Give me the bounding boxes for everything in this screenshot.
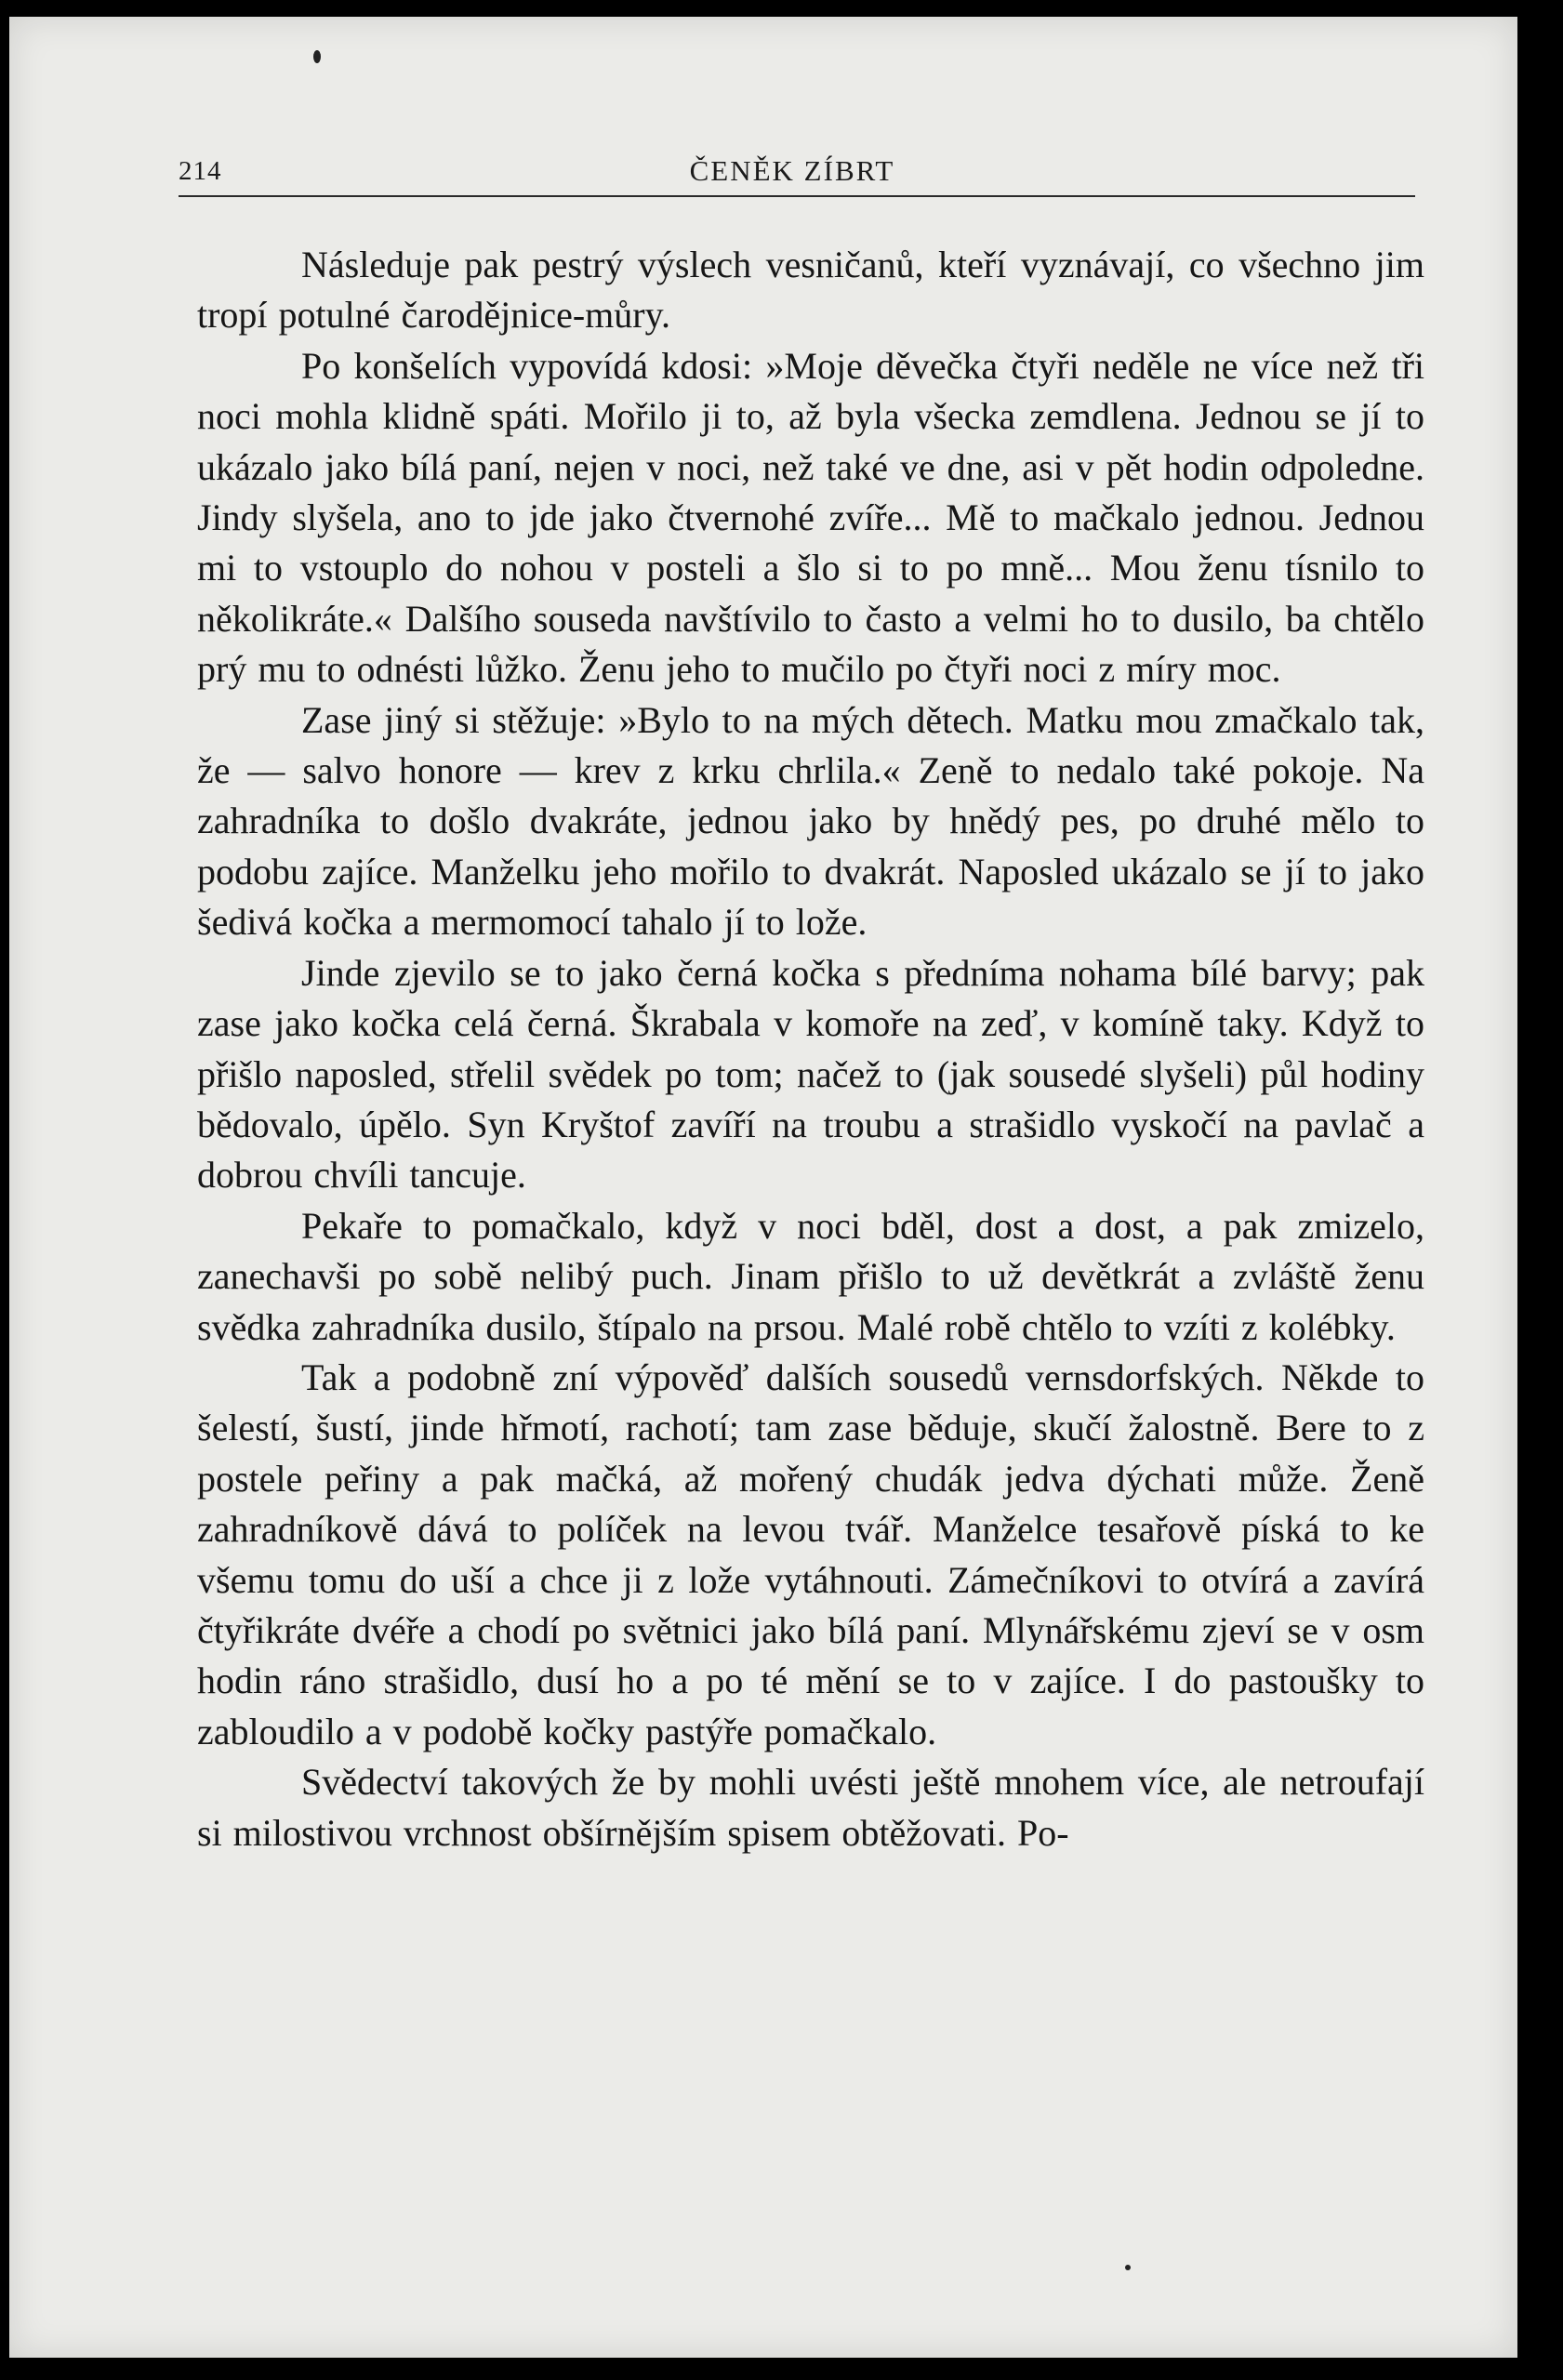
ink-speck [1125, 2265, 1131, 2270]
paragraph: Následuje pak pestrý výslech vesničanů, kteří vyznávají, co všechno jim tropí potulné čarodějnice-můry. [197, 244, 1424, 337]
page-number: 214 [179, 156, 222, 186]
paragraph: Tak a podobně zní výpověď dalších sousedů vernsdorfských. Někde to šelestí, šustí, jinde hřmotí, rachotí; tam zase běduje, skučí žalostně. Bere to z postele peřiny a pak mačká, až mořený chudák jedva dýchati může. Ženě zahradníkově dává to políček na levou tvář. Manželce tesařově píská to ke všemu tomu do uší a chce ji z lože vytáhnouti. Zámečníkovi to otvírá a zavírá čtyřikráte dvéře a chodí po světnici jako bílá paní. Mlynářskému zjeví se v osm hodin ráno strašidlo, dusí ho a po té mění se to v zajíce. I do pastoušky to zabloudilo a v podobě kočky pastýře pomačkalo. [197, 1355, 1424, 1752]
body-text [197, 240, 1424, 1858]
running-head: ČENĚK ZÍBRT [689, 154, 895, 187]
paragraph: Jinde zjevilo se to jako černá kočka s předníma nohama bílé barvy; pak zase jako kočka celá černá. Škrabala v komoře na zeď, v komíně taky. Když to přišlo naposled, střelil svědek po tom; načež to (jak sousedé slyšeli) půl hodiny bědovalo, úpělo. Syn Kryštof zavíří na troubu a strašidlo vyskočí na pavlač a dobrou chvíli tancuje. [197, 951, 1424, 1197]
ink-speck [313, 50, 321, 63]
paragraph: Svědectví takových že by mohli uvésti ještě mnohem více, ale netroufají si milostivou vrchnost obšírnějším spisem obtěžovati. Po- [197, 1761, 1424, 1854]
paragraph: Pekaře to pomačkalo, když v noci bděl, dost a dost, a pak zmizelo, zanechavši po sobě nelibý puch. Jinam přišlo to už devětkrát a zvláště ženu svědka zahradníka dusilo, štípalo na prsou. Malé robě chtělo to vzíti z kolébky. [197, 1204, 1424, 1348]
header-rule [179, 195, 1415, 197]
paragraph: Po konšelích vypovídá kdosi: »Moje děvečka čtyři neděle ne více než tři noci mohla klidně spáti. Mořilo ji to, až byla všecka zemdlena. Jednou se jí to ukázalo jako bílá paní, nejen v noci, než také ve dne, asi v pět hodin odpoledne. Jindy slyšela, ano to jde jako čtvernohé zvíře... Mě to mačkalo jednou. Jednou mi to vstouplo do nohou v posteli a šlo si to po mně... Mou ženu tísnilo to několikráte.« Dalšího souseda navštívilo to často a velmi ho to dusilo, ba chtělo prý mu to odnésti lůžko. Ženu jeho to mučilo po čtyři noci z míry moc. [197, 344, 1424, 691]
paragraph: Zase jiný si stěžuje: »Bylo to na mých dětech. Matku mou zmačkalo tak, že — salvo honore — krev z krku chrlila.« Zeně to nedalo také pokoje. Na zahradníka to došlo dvakráte, jednou jako by hnědý pes, po druhé mělo to podobu zajíce. Manželku jeho mořilo to dvakrát. Naposled ukázalo se jí to jako šedivá kočka a mermomocí tahalo jí to lože. [197, 698, 1424, 944]
